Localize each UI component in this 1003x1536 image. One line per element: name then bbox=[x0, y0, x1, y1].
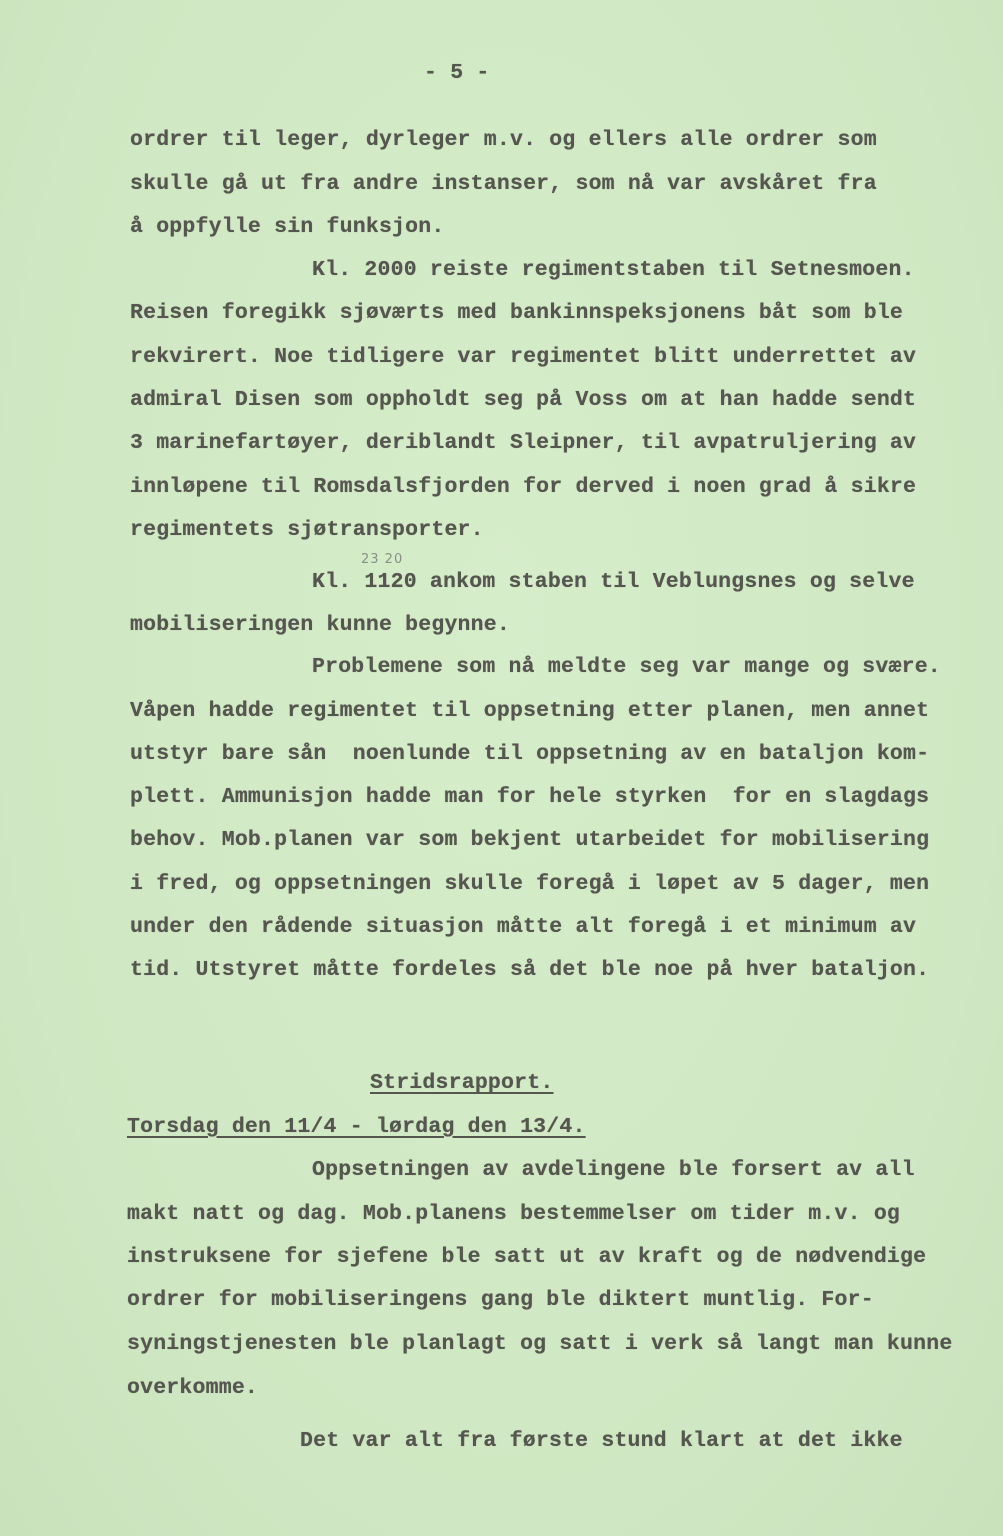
text-line: ordrer for mobiliseringens gang ble diktert muntlig. For- bbox=[127, 1288, 874, 1312]
text-line: tid. Utstyret måtte fordeles så det ble noe på hver bataljon. bbox=[130, 958, 930, 982]
text-line: instruksene for sjefene ble satt ut av kraft og de nødvendige bbox=[127, 1245, 927, 1269]
text-line: å oppfylle sin funksjon. bbox=[130, 215, 445, 239]
text-line: Reisen foregikk sjøværts med bankinnspeksjonens båt som ble bbox=[130, 301, 904, 325]
section-subheading: Torsdag den 11/4 - lørdag den 13/4. bbox=[127, 1115, 586, 1139]
text-line: rekvirert. Noe tidligere var regimentet blitt underrettet av bbox=[130, 345, 917, 369]
text-line: i fred, og oppsetningen skulle foregå i løpet av 5 dager, men bbox=[130, 872, 930, 896]
text-line: makt natt og dag. Mob.planens bestemmelser om tider m.v. og bbox=[127, 1202, 901, 1226]
text-line: syningstjenesten ble planlagt og satt i verk så langt man kunne bbox=[127, 1332, 953, 1356]
text-line: utstyr bare sån noenlunde til oppsetning av en bataljon kom- bbox=[130, 742, 930, 766]
handwritten-note: 23 20 bbox=[361, 552, 404, 567]
text-line: Det var alt fra første stund klart at det ikke bbox=[300, 1429, 903, 1453]
text-line: ordrer til leger, dyrleger m.v. og ellers alle ordrer som bbox=[130, 128, 877, 152]
section-heading: Stridsrapport. bbox=[370, 1071, 554, 1095]
text-line: Våpen hadde regimentet til oppsetning etter planen, men annet bbox=[130, 699, 930, 723]
text-line: skulle gå ut fra andre instanser, som nå var avskåret fra bbox=[130, 172, 877, 196]
text-line: under den rådende situasjon måtte alt foregå i et minimum av bbox=[130, 915, 917, 939]
text-line: admiral Disen som oppholdt seg på Voss om at han hadde sendt bbox=[130, 388, 917, 412]
text-line: 3 marinefartøyer, deriblandt Sleipner, til avpatruljering av bbox=[130, 431, 917, 455]
text-line: regimentets sjøtransporter. bbox=[130, 518, 484, 542]
text-line: Kl. 2000 reiste regimentstaben til Setnesmoen. bbox=[312, 258, 915, 282]
text-line: Kl. 1120 ankom staben til Veblungsnes og selve bbox=[312, 570, 915, 594]
text-line: Problemene som nå meldte seg var mange og svære. bbox=[312, 655, 941, 679]
text-line: Oppsetningen av avdelingene ble forsert av all bbox=[312, 1158, 915, 1182]
text-line: behov. Mob.planen var som bekjent utarbeidet for mobilisering bbox=[130, 828, 930, 852]
page-number: - 5 - bbox=[424, 61, 490, 85]
text-line: overkomme. bbox=[127, 1376, 259, 1400]
text-line: mobiliseringen kunne begynne. bbox=[130, 613, 510, 637]
text-line: plett. Ammunisjon hadde man for hele styrken for en slagdags bbox=[130, 785, 930, 809]
text-line: innløpene til Romsdalsfjorden for derved i noen grad å sikre bbox=[130, 475, 917, 499]
